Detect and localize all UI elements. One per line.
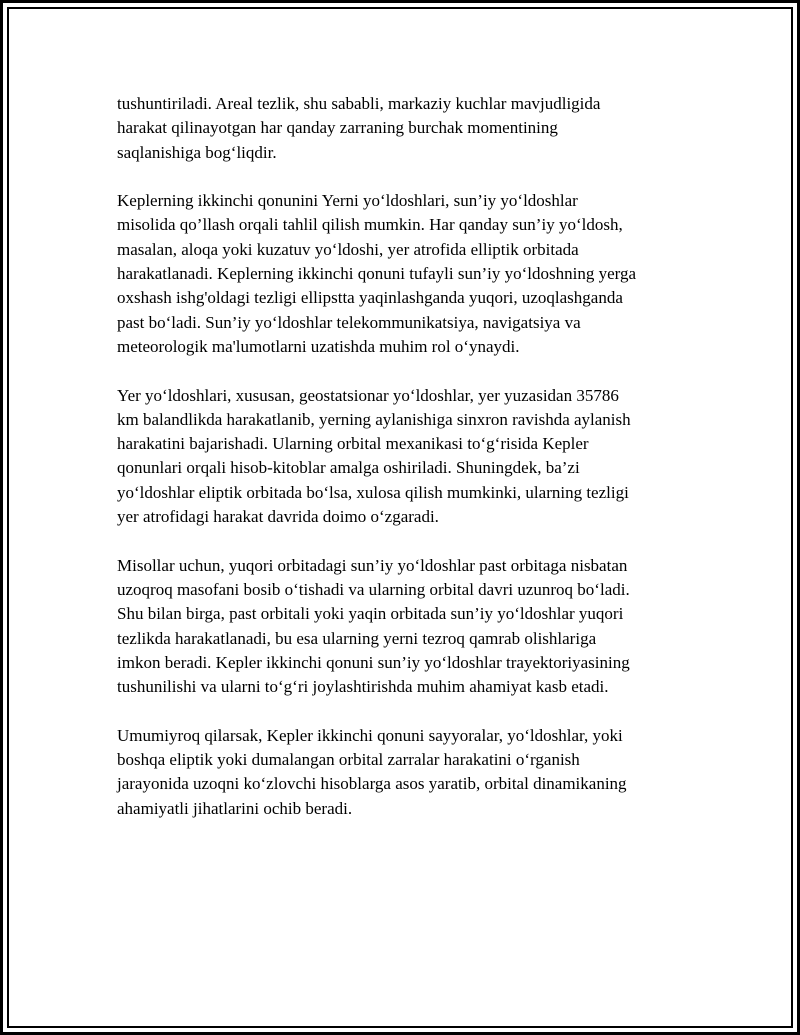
text-line: uzoqroq masofani bosib o‘tishadi va ularning orbital davri uzunroq bo‘ladi. (117, 579, 630, 599)
text-line: Umumiyroq qilarsak, Kepler ikkinchi qonuni sayyoralar, yo‘ldoshlar, yoki (117, 725, 623, 745)
text-line: harakatini bajarishadi. Ularning orbital mexanikasi to‘g‘risida Kepler (117, 434, 589, 454)
text-line: Misollar uchun, yuqori orbitadagi sun’iy yo‘ldoshlar past orbitaga nisbatan (117, 555, 628, 575)
text-line: qonunlari orqali hisob-kitoblar amalga oshiriladi. Shuningdek, ba’zi (117, 458, 580, 478)
document-body (117, 92, 692, 845)
text-line: oxshash ishg'oldagi tezligi ellipstta yaqinlashganda yuqori, uzoqlashganda (117, 288, 623, 308)
paragraph-conclusion (117, 724, 692, 821)
text-line: saqlanishiga bog‘liqdir. (117, 142, 277, 162)
paragraph-areal-velocity (117, 92, 692, 165)
text-line: imkon beradi. Kepler ikkinchi qonuni sun’iy yo‘ldoshlar trayektoriyasining (117, 652, 630, 672)
text-line: harakatlanadi. Keplerning ikkinchi qonuni tufayli sun’iy yo‘ldoshning yerga (117, 264, 637, 284)
text-line: Shu bilan birga, past orbitali yoki yaqin orbitada sun’iy yo‘ldoshlar yuqori (117, 604, 624, 624)
text-line: masalan, aloqa yoki kuzatuv yo‘ldoshi, yer atrofida elliptik orbitada (117, 239, 579, 259)
text-line: yer atrofidagi harakat davrida doimo o‘zgaradi. (117, 507, 439, 527)
text-line: Yer yo‘ldoshlari, xususan, geostatsionar yo‘ldoshlar, yer yuzasidan 35786 (117, 385, 619, 405)
text-line: misolida qo’llash orqali tahlil qilish mumkin. Har qanday sun’iy yo‘ldosh, (117, 215, 623, 235)
paragraph-geostationary (117, 384, 692, 530)
text-line: tushunilishi va ularni to‘g‘ri joylashtirishda muhim ahamiyat kasb etadi. (117, 677, 609, 697)
text-line: jarayonida uzoqni ko‘zlovchi hisoblarga asos yaratib, orbital dinamikaning (117, 774, 627, 794)
text-line: harakat qilinayotgan har qanday zarraning burchak momentining (117, 118, 558, 138)
paragraph-orbit-examples (117, 554, 692, 700)
text-line: Keplerning ikkinchi qonunini Yerni yo‘ldoshlari, sun’iy yo‘ldoshlar (117, 191, 578, 211)
text-line: tezlikda harakatlanadi, bu esa ularning yerni tezroq qamrab olishlariga (117, 628, 597, 648)
text-line: boshqa eliptik yoki dumalangan orbital zarralar harakatini o‘rganish (117, 750, 580, 770)
text-line: ahamiyatli jihatlarini ochib beradi. (117, 798, 353, 818)
text-line: meteorologik ma'lumotlarni uzatishda muhim rol o‘ynaydi. (117, 336, 520, 356)
text-line: yo‘ldoshlar eliptik orbitada bo‘lsa, xulosa qilish mumkinki, ularning tezligi (117, 482, 629, 502)
text-line: past bo‘ladi. Sun’iy yo‘ldoshlar telekommunikatsiya, navigatsiya va (117, 312, 581, 332)
paragraph-kepler-satellites (117, 189, 692, 359)
text-line: tushuntiriladi. Areal tezlik, shu sababli, markaziy kuchlar mavjudligida (117, 94, 601, 113)
text-line: km balandlikda harakatlanib, yerning aylanishiga sinxron ravishda aylanish (117, 409, 631, 429)
